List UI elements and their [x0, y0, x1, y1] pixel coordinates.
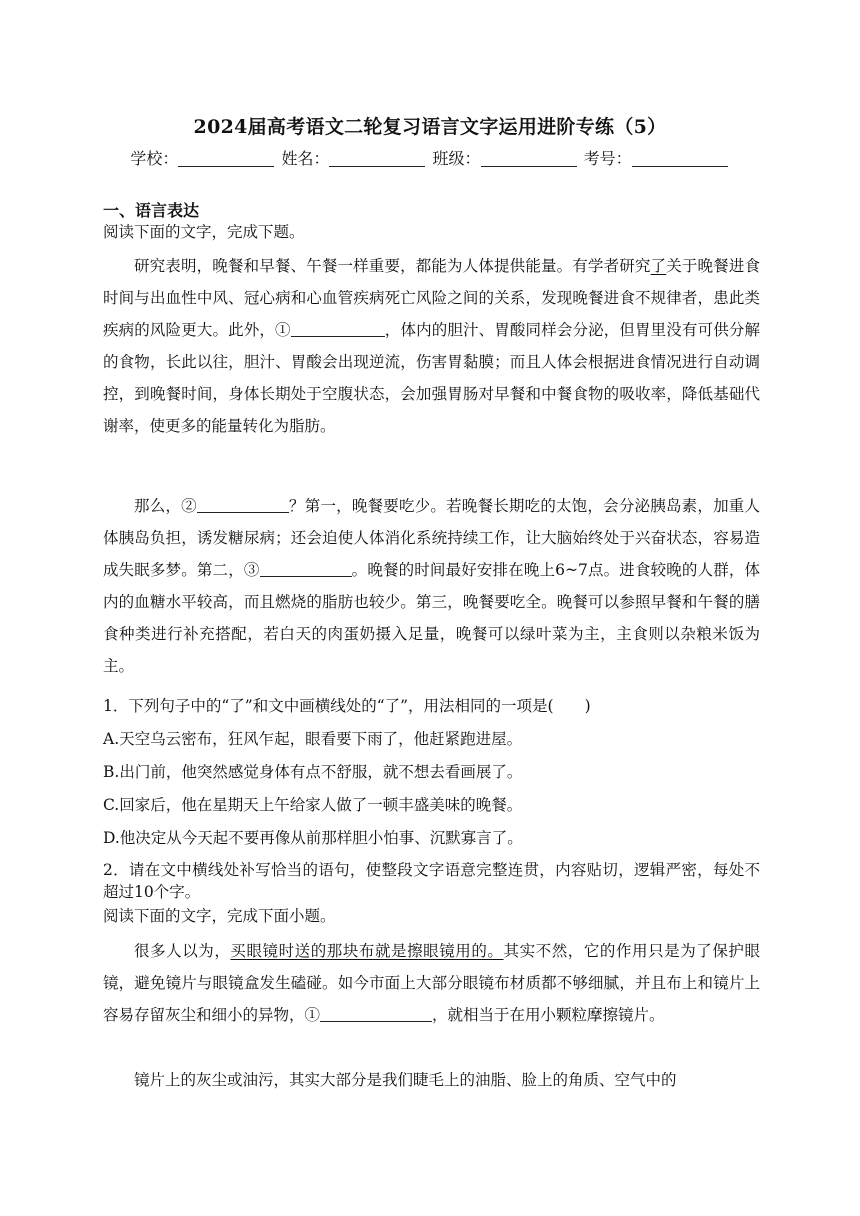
- instruction-2: 阅读下面的文字，完成下面小题。: [103, 907, 336, 925]
- blank-4[interactable]: [320, 1006, 432, 1022]
- number-blank[interactable]: [632, 150, 728, 167]
- blank-3[interactable]: [260, 561, 352, 577]
- question-1-option-d[interactable]: D.他决定从今天起不要再像从前那样胆小怕事、沉默寡言了。: [103, 829, 523, 847]
- name-label: 姓名：: [281, 149, 330, 168]
- number-label: 考号：: [583, 149, 632, 168]
- instruction-1: 阅读下面的文字，完成下题。: [103, 223, 305, 241]
- school-label: 学校：: [130, 149, 179, 168]
- question-2: 2．请在文中横线处补写恰当的语句，使整段文字语意完整连贯，内容贴切，逻辑严密，每处不超过10个字。: [103, 861, 760, 901]
- section-heading: 一、语言表达: [103, 201, 200, 220]
- question-1-option-c[interactable]: C.回家后，他在星期天上午给家人做了一顿丰盛美味的晚餐。: [103, 796, 523, 814]
- underlined-sentence: 买眼镜时送的那块布就是擦眼镜用的。: [230, 942, 504, 960]
- page-title: 2024届高考语文二轮复习语言文字运用进阶专练（5）: [193, 116, 667, 138]
- blank-2[interactable]: [197, 497, 289, 513]
- student-info-row: [0, 146, 860, 169]
- underlined-le: 了: [650, 257, 667, 275]
- passage-2-paragraph-2: 镜片上的灰尘或油污，其实大部分是我们睫毛上的油脂、脸上的角质、空气中的: [134, 1071, 677, 1089]
- question-1-option-a[interactable]: A.天空乌云密布，狂风乍起，眼看要下雨了，他赶紧跑进屋。: [103, 730, 523, 748]
- passage-1-paragraph-1: 研究表明，晚餐和早餐、午餐一样重要，都能为人体提供能量。有学者研究了关于晚餐进食时间与出血性中风、冠心病和心血管疾病死亡风险之间的关系，发现晚餐进食不规律者，患此类疾病的风险更大。此外，① ，体内的胆汁、胃酸同样会分泌，但胃里没有可供分解的食物，长此以往，胆汁、胃酸会出现逆流，伤害胃黏膜；而且人体会根据进食情况进行自动调控，到晚餐时间，身体长期处于空腹状态，会加强胃肠对早餐和中餐食物的吸收率，降低基础代谢率，使更多的能量转化为脂肪。: [103, 257, 760, 435]
- class-label: 班级：: [432, 149, 481, 168]
- blank-1[interactable]: [291, 321, 385, 337]
- passage-2-paragraph-1: 很多人以为，买眼镜时送的那块布就是擦眼镜用的。其实不然，它的作用只是为了保护眼镜，避免镜片与眼镜盒发生磕碰。如今市面上大部分眼镜布材质都不够细腻，并且布上和镜片上容易存留灰尘和细小的异物，① ，就相当于在用小颗粒摩擦镜片。: [103, 942, 760, 1024]
- school-blank[interactable]: [178, 150, 274, 167]
- class-blank[interactable]: [481, 150, 577, 167]
- name-blank[interactable]: [329, 150, 425, 167]
- question-1: 1．下列句子中的“了”和文中画横线处的“了”，用法相同的一项是( ): [103, 697, 591, 715]
- passage-1-paragraph-2: 那么，② ？第一，晚餐要吃少。若晚餐长期吃的太饱，会分泌胰岛素，加重人体胰岛负担，诱发糖尿病；还会迫使人体消化系统持续工作，让大脑始终处于兴奋状态，容易造成失眠多梦。第二，③ 。晚餐的时间最好安排在晚上6~7点。进食较晚的人群，体内的血糖水平较高，而且燃烧的脂肪也较少。第三，晚餐要吃全。晚餐可以参照早餐和午餐的膳食种类进行补充搭配，若白天的肉蛋奶摄入足量，晚餐可以绿叶菜为主，主食则以杂粮米饭为主。: [103, 497, 760, 675]
- question-1-option-b[interactable]: B.出门前，他突然感觉身体有点不舒服，就不想去看画展了。: [103, 763, 523, 781]
